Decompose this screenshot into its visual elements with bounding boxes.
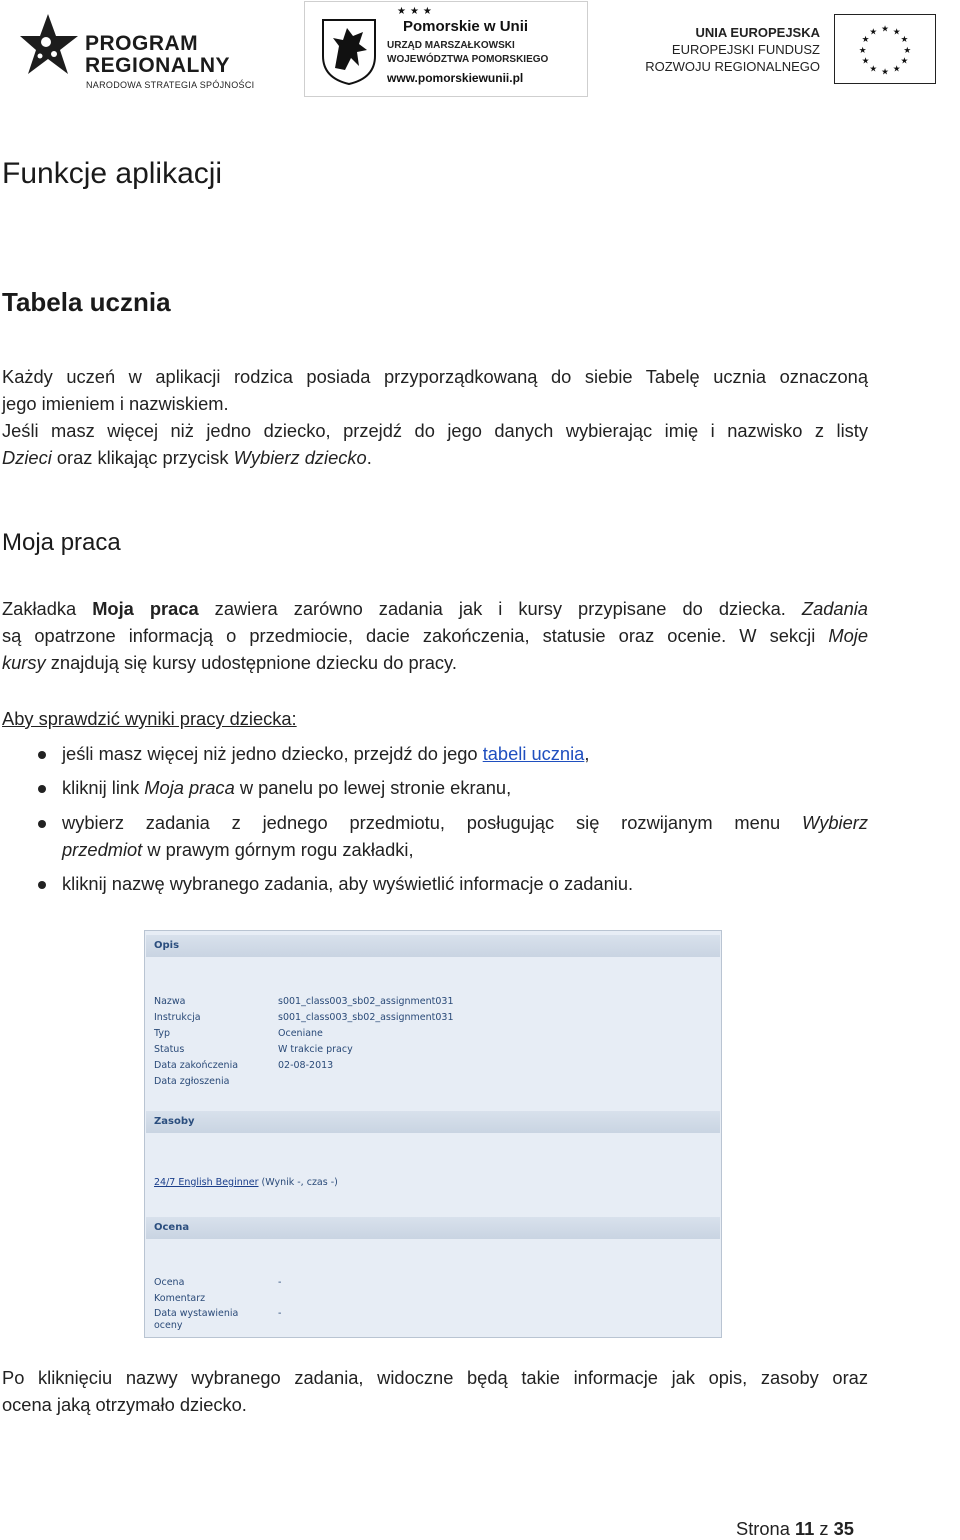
opis-value-instrukcja: s001_class003_sb02_assignment031 [278,1012,454,1023]
page-title: Funkcje aplikacji [2,157,223,190]
svg-text:★: ★ [881,24,889,35]
svg-text:★: ★ [861,56,870,67]
opis-label-data-zakonczenia: Data zakończenia [154,1060,239,1071]
eu-line2: EUROPEJSKI FUNDUSZ [671,42,820,57]
opis-label-typ: Typ [154,1028,170,1039]
pomorskie-line2: URZĄD MARSZAŁKOWSKI [387,40,515,51]
opis-value-status: W trakcie pracy [278,1044,353,1055]
zasoby-title: Zasoby [154,1116,195,1127]
opis-label-status: Status [154,1044,185,1055]
opis-label-instrukcja: Instrukcja [154,1012,201,1023]
bullet-icon [38,785,46,793]
eu-line1: UNIA EUROPEJSKA [695,25,820,40]
ocena-title: Ocena [154,1222,190,1233]
program-logo-line3: NARODOWA STRATEGIA SPÓJNOŚCI [86,80,255,90]
zasoby-header [146,1111,720,1133]
steps-intro: Aby sprawdzić wyniki pracy dziecka: [2,708,297,729]
section-title-moja-praca: Moja praca [2,529,121,556]
pomorskie-stars-icon: ★★★ [397,6,436,17]
svg-text:★: ★ [903,45,912,56]
closing-line-1: Po kliknięciu nazwy wybranego zadania, widoczne będą takie informacje jak opis, zasoby oraz [2,1367,868,1388]
intro-line-1: Każdy uczeń w aplikacji rodzica posiada przyporządkowaną do siebie Tabelę ucznia oznaczoną [2,366,868,387]
pomorskie-url: www.pomorskiewunii.pl [387,71,524,85]
eu-line3: ROZWOJU REGIONALNEGO [645,59,820,74]
tabela-ucznia-link[interactable]: tabeli ucznia [482,743,585,764]
pomorskie-logo [304,1,588,97]
list-item: kliknij link Moja praca w panelu po lewej stronie ekranu, [38,774,868,801]
resource-link-row: 24/7 English Beginner (Wynik -, czas -) [154,1177,338,1188]
intro-line-3: Jeśli masz więcej niż jedno dziecko, przejdź do jego danych wybierając imię i nazwisko z listy [2,420,868,441]
svg-text:★: ★ [861,35,870,46]
opis-value-data-zakonczenia: 02-08-2013 [278,1060,334,1071]
moja-praca-line-1: Zakładka Moja praca zawiera zarówno zadania jak i kursy przypisane do dziecka. Zadania [2,598,868,619]
program-regionalny-logo [20,12,260,92]
list-item: kliknij nazwę wybranego zadania, aby wyświetlić informacje o zadaniu. [38,870,868,897]
ocena-label-ocena: Ocena [154,1277,185,1288]
ocena-value-ocena: - [278,1277,282,1288]
bullet-icon [38,881,46,889]
svg-text:★: ★ [892,64,901,75]
moja-praca-line-2: są opatrzone informacją o przedmiocie, dacie zakończenia, statusie oraz ocenie. W sekcji Moje [2,625,868,646]
griffin-shield-icon [319,16,379,86]
opis-value-typ: Oceniane [278,1028,323,1039]
page-number: Strona 11 z 35 [736,1518,854,1539]
program-logo-line1: PROGRAM [85,32,199,55]
assignment-details-screenshot [144,930,722,1338]
pomorskie-line3: WOJEWÓDZTWA POMORSKIEGO [387,54,549,65]
svg-text:★: ★ [869,64,878,75]
ocena-label-oceny: oceny [154,1320,183,1331]
moja-praca-line-3: kursy znajdują się kursy udostępnione dziecku do pracy. [2,652,457,673]
svg-text:★: ★ [881,67,889,78]
svg-text:★: ★ [858,45,867,56]
term-wybierz-dziecko: Wybierz dziecko [233,447,367,468]
list-item: jeśli masz więcej niż jedno dziecko, przejdź do jego tabeli ucznia, [38,740,868,767]
svg-text:★: ★ [869,27,878,38]
bullet-icon [38,820,46,828]
opis-header [146,935,720,957]
term-dzieci: Dzieci [2,447,52,468]
ocena-label-komentarz: Komentarz [154,1293,206,1304]
bullet-icon [38,751,46,759]
list-item: wybierz zadania z jednego przedmiotu, posługując się rozwijanym menu Wybierz przedmiot w prawym górnym rogu zakładki, [38,809,868,863]
opis-label-data-zgloszenia: Data zgłoszenia [154,1076,230,1087]
svg-text:★: ★ [900,35,909,46]
svg-text:★: ★ [900,56,909,67]
program-star-icon [20,12,80,84]
eu-logo-text [640,24,820,75]
svg-text:★: ★ [892,27,901,38]
program-logo-line2: REGIONALNY [85,54,231,77]
ocena-value-data-wystawienia: - [278,1308,282,1319]
intro-line-2: jego imieniem i nazwiskiem. [2,393,229,414]
opis-label-nazwa: Nazwa [154,996,186,1007]
eu-flag-icon [834,14,936,84]
intro-line-4: Dzieci oraz klikając przycisk Wybierz dziecko. [2,447,372,468]
opis-title: Opis [154,940,180,951]
ocena-label-data-wystawienia: Data wystawienia [154,1308,239,1319]
ocena-header [146,1217,720,1239]
resource-link[interactable]: 24/7 English Beginner [154,1177,259,1188]
opis-value-nazwa: s001_class003_sb02_assignment031 [278,996,454,1007]
section-title-tabela: Tabela ucznia [2,287,171,317]
pomorskie-title: Pomorskie w Unii [403,18,529,35]
closing-line-2: ocena jaką otrzymało dziecko. [2,1394,247,1415]
